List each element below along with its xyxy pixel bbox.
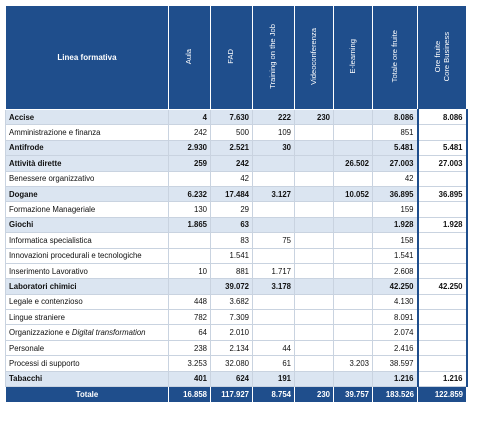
cell-totale: 42.250: [373, 279, 418, 294]
table-row: [6, 156, 467, 171]
header-fad: [211, 6, 253, 110]
total-label: Totale: [6, 387, 169, 403]
cell-elearning: 10.052: [334, 186, 373, 201]
total-core: 122.859: [418, 387, 467, 403]
row-label: Legale e contenzioso: [6, 294, 169, 309]
cell-totale: 851: [373, 125, 418, 140]
cell-training: [253, 310, 295, 325]
cell-elearning: [334, 248, 373, 263]
cell-training: 222: [253, 110, 295, 125]
total-row: [6, 387, 467, 403]
row-label: Benessere organizzativo: [6, 171, 169, 186]
cell-training: [253, 202, 295, 217]
cell-totale: 2.608: [373, 263, 418, 278]
table-row: [6, 294, 467, 309]
cell-aula: 238: [169, 340, 211, 355]
table-row: [6, 202, 467, 217]
cell-training: 61: [253, 356, 295, 371]
row-label: Innovazioni procedurali e tecnologiche: [6, 248, 169, 263]
row-label: Dogane: [6, 186, 169, 201]
cell-elearning: [334, 125, 373, 140]
cell-training: [253, 294, 295, 309]
cell-aula: [169, 233, 211, 248]
table-row: [6, 371, 467, 386]
cell-totale: 4.130: [373, 294, 418, 309]
cell-core: [418, 233, 467, 248]
header-aula: [169, 6, 211, 110]
cell-training: 1.717: [253, 263, 295, 278]
cell-aula: [169, 279, 211, 294]
training-hours-table: [5, 5, 468, 403]
cell-elearning: [334, 171, 373, 186]
cell-video: [295, 279, 334, 294]
cell-video: [295, 294, 334, 309]
header-totale-label: Totale ore fruite: [389, 30, 399, 83]
cell-totale: 1.216: [373, 371, 418, 386]
cell-core: [418, 202, 467, 217]
header-aula-label: Aula: [184, 48, 194, 65]
cell-elearning: [334, 233, 373, 248]
cell-fad: 2.010: [211, 325, 253, 340]
total-fad: 117.927: [211, 387, 253, 403]
table-row: [6, 171, 467, 186]
row-label: Amministrazione e finanza: [6, 125, 169, 140]
cell-video: [295, 248, 334, 263]
row-label: Accise: [6, 110, 169, 125]
table-row: [6, 125, 467, 140]
cell-elearning: [334, 371, 373, 386]
cell-core: 1.928: [418, 217, 467, 232]
cell-totale: 36.895: [373, 186, 418, 201]
cell-elearning: [334, 310, 373, 325]
cell-aula: 4: [169, 110, 211, 125]
row-label: Inserimento Lavorativo: [6, 263, 169, 278]
header-training-label: Training on the Job: [268, 24, 278, 89]
table-row: [6, 340, 467, 355]
header-core-line2: Core Business: [442, 31, 451, 82]
cell-fad: 500: [211, 125, 253, 140]
cell-fad: 2.521: [211, 140, 253, 155]
cell-video: [295, 186, 334, 201]
total-video: 230: [295, 387, 334, 403]
row-label: Formazione Manageriale: [6, 202, 169, 217]
cell-fad: 1.541: [211, 248, 253, 263]
cell-video: [295, 217, 334, 232]
cell-video: [295, 310, 334, 325]
cell-fad: 3.682: [211, 294, 253, 309]
cell-core: [418, 325, 467, 340]
cell-elearning: [334, 340, 373, 355]
cell-video: [295, 263, 334, 278]
cell-video: [295, 171, 334, 186]
table-row: [6, 186, 467, 201]
cell-training: [253, 171, 295, 186]
cell-elearning: 26.502: [334, 156, 373, 171]
cell-core: [418, 294, 467, 309]
header-e-learning: [334, 6, 373, 110]
cell-video: [295, 125, 334, 140]
row-label: Personale: [6, 340, 169, 355]
cell-video: [295, 340, 334, 355]
header-video-label: Videoconferenza: [308, 28, 318, 85]
table-row: [6, 279, 467, 294]
cell-elearning: [334, 202, 373, 217]
cell-core: [418, 171, 467, 186]
cell-video: 230: [295, 110, 334, 125]
cell-aula: 64: [169, 325, 211, 340]
cell-core: 1.216: [418, 371, 467, 386]
cell-video: [295, 140, 334, 155]
cell-aula: 130: [169, 202, 211, 217]
cell-video: [295, 156, 334, 171]
cell-aula: 6.232: [169, 186, 211, 201]
table-row: [6, 310, 467, 325]
row-label: Giochi: [6, 217, 169, 232]
cell-core: 5.481: [418, 140, 467, 155]
table-row: [6, 325, 467, 340]
cell-training: 75: [253, 233, 295, 248]
cell-training: [253, 156, 295, 171]
cell-totale: 159: [373, 202, 418, 217]
cell-core: [418, 340, 467, 355]
cell-fad: 63: [211, 217, 253, 232]
cell-video: [295, 371, 334, 386]
cell-fad: 881: [211, 263, 253, 278]
cell-training: [253, 217, 295, 232]
table-row: [6, 110, 467, 125]
cell-fad: 2.134: [211, 340, 253, 355]
cell-aula: [169, 248, 211, 263]
cell-fad: 7.309: [211, 310, 253, 325]
cell-video: [295, 202, 334, 217]
table-body: [6, 110, 467, 387]
header-videoconferenza: [295, 6, 334, 110]
cell-core: [418, 310, 467, 325]
header-linea-formativa: Linea formativa: [6, 6, 169, 110]
cell-totale: 1.541: [373, 248, 418, 263]
row-label: Organizzazione e Digital transformation: [6, 325, 169, 340]
cell-core: 27.003: [418, 156, 467, 171]
cell-fad: 39.072: [211, 279, 253, 294]
cell-training: [253, 248, 295, 263]
table-row: [6, 356, 467, 371]
cell-totale: 8.091: [373, 310, 418, 325]
cell-aula: [169, 171, 211, 186]
row-label: Processi di supporto: [6, 356, 169, 371]
row-label: Informatica specialistica: [6, 233, 169, 248]
cell-totale: 5.481: [373, 140, 418, 155]
cell-fad: 83: [211, 233, 253, 248]
cell-training: 3.178: [253, 279, 295, 294]
cell-aula: 10: [169, 263, 211, 278]
row-label: Antifrode: [6, 140, 169, 155]
cell-training: [253, 325, 295, 340]
cell-aula: 448: [169, 294, 211, 309]
cell-aula: 1.865: [169, 217, 211, 232]
cell-aula: 259: [169, 156, 211, 171]
cell-video: [295, 233, 334, 248]
header-ore-fruite-core-business: [418, 6, 467, 110]
cell-elearning: [334, 325, 373, 340]
table-row: [6, 248, 467, 263]
header-core-line1: Ore fruite: [432, 40, 442, 73]
cell-elearning: [334, 110, 373, 125]
cell-training: 44: [253, 340, 295, 355]
cell-core: [418, 356, 467, 371]
cell-aula: 782: [169, 310, 211, 325]
row-label: Tabacchi: [6, 371, 169, 386]
cell-fad: 42: [211, 171, 253, 186]
cell-totale: 2.074: [373, 325, 418, 340]
cell-training: 3.127: [253, 186, 295, 201]
cell-elearning: [334, 217, 373, 232]
cell-totale: 1.928: [373, 217, 418, 232]
cell-training: 191: [253, 371, 295, 386]
table-row: [6, 233, 467, 248]
cell-aula: 242: [169, 125, 211, 140]
training-hours-table-container: [5, 5, 466, 403]
total-elearning: 39.757: [334, 387, 373, 403]
cell-totale: 8.086: [373, 110, 418, 125]
row-label: Attività dirette: [6, 156, 169, 171]
cell-core: [418, 125, 467, 140]
total-aula: 16.858: [169, 387, 211, 403]
table-row: [6, 217, 467, 232]
cell-totale: 42: [373, 171, 418, 186]
cell-elearning: [334, 279, 373, 294]
cell-totale: 2.416: [373, 340, 418, 355]
cell-training: 30: [253, 140, 295, 155]
header-row: [6, 6, 467, 110]
header-core-label: [433, 32, 451, 81]
cell-totale: 38.597: [373, 356, 418, 371]
cell-elearning: [334, 140, 373, 155]
cell-core: 36.895: [418, 186, 467, 201]
cell-training: 109: [253, 125, 295, 140]
cell-elearning: [334, 294, 373, 309]
cell-core: 8.086: [418, 110, 467, 125]
table-row: [6, 263, 467, 278]
cell-fad: 7.630: [211, 110, 253, 125]
cell-fad: 17.484: [211, 186, 253, 201]
cell-aula: 2.930: [169, 140, 211, 155]
header-totale-ore-fruite: [373, 6, 418, 110]
row-label: Lingue straniere: [6, 310, 169, 325]
total-totale: 183.526: [373, 387, 418, 403]
cell-totale: 27.003: [373, 156, 418, 171]
cell-fad: 624: [211, 371, 253, 386]
cell-video: [295, 325, 334, 340]
header-training-on-the-job: [253, 6, 295, 110]
cell-fad: 32.080: [211, 356, 253, 371]
cell-aula: 3.253: [169, 356, 211, 371]
cell-core: [418, 263, 467, 278]
total-training: 8.754: [253, 387, 295, 403]
cell-elearning: [334, 263, 373, 278]
cell-core: [418, 248, 467, 263]
table-row: [6, 140, 467, 155]
row-label: Laboratori chimici: [6, 279, 169, 294]
cell-fad: 242: [211, 156, 253, 171]
cell-fad: 29: [211, 202, 253, 217]
cell-core: 42.250: [418, 279, 467, 294]
cell-aula: 401: [169, 371, 211, 386]
cell-totale: 158: [373, 233, 418, 248]
header-elearning-label: E-learning: [347, 39, 357, 74]
header-fad-label: FAD: [226, 49, 236, 64]
cell-elearning: 3.203: [334, 356, 373, 371]
cell-video: [295, 356, 334, 371]
